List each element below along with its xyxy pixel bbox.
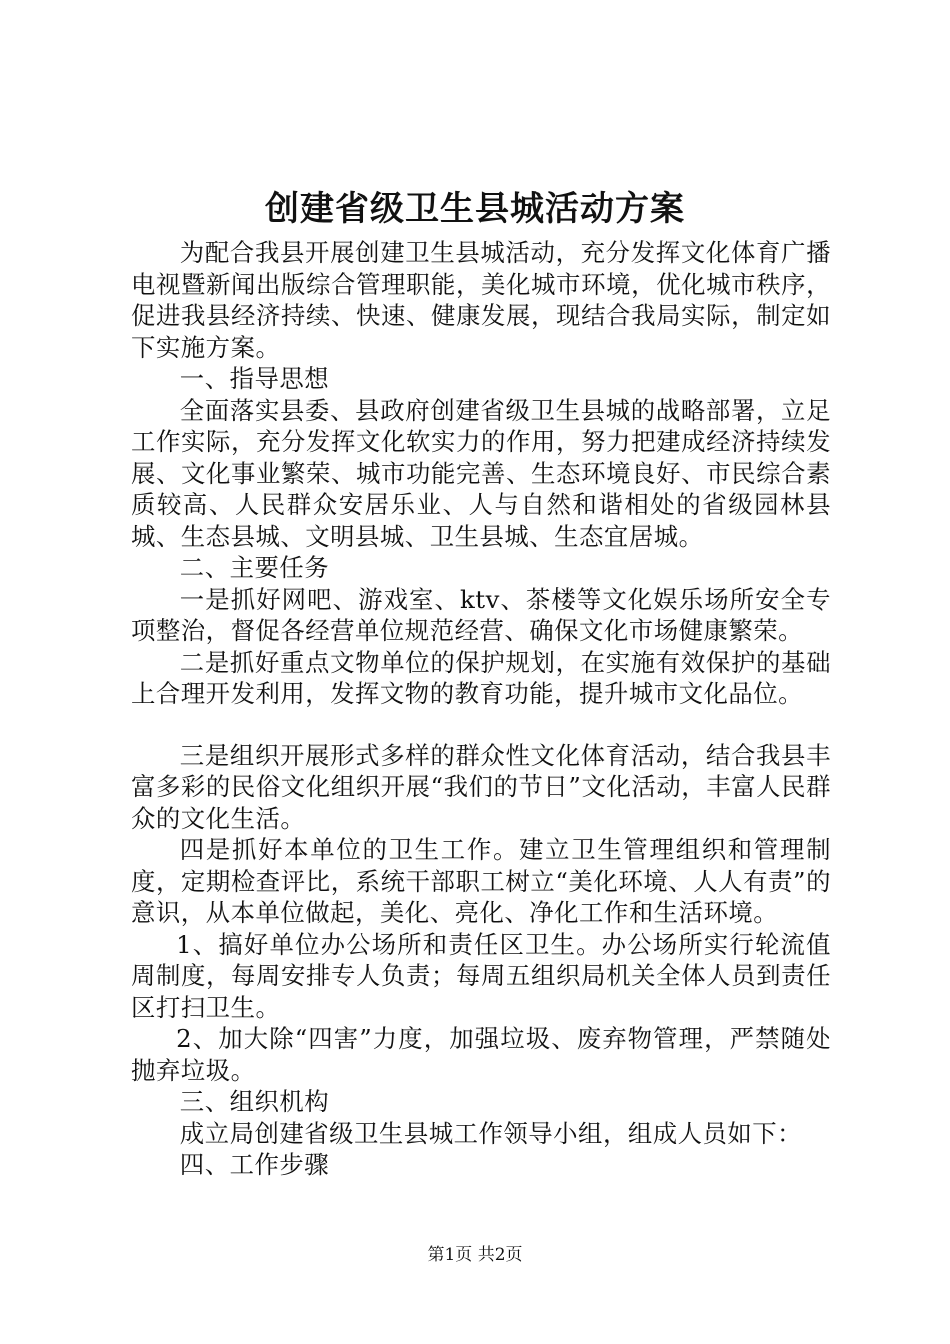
intro-paragraph: 为配合我县开展创建卫生县城活动，充分发挥文化体育广播电视暨新闻出版综合管理职能，美化城市环境，优化城市秩序，促进我县经济持续、快速、健康发展，现结合我局实际，制定如下实施方案。 bbox=[131, 238, 831, 362]
item-two-paragraph: 2、加大除“四害”力度，加强垃圾、废弃物管理，严禁随处抛弃垃圾。 bbox=[131, 1024, 831, 1085]
blank-line bbox=[131, 710, 831, 740]
guiding-ideology-paragraph: 全面落实县委、县政府创建省级卫生县城的战略部署，立足工作实际，充分发挥文化软实力的作用，努力把建成经济持续发展、文化事业繁荣、城市功能完善、生态环境良好、市民综合素质较高、人民群众安居乐业、人与自然和谐相处的省级园林县城、生态县城、文明县城、卫生县城、生态宜居城。 bbox=[131, 395, 831, 551]
document-body bbox=[131, 237, 831, 1181]
section-heading-organization: 三、组织机构 bbox=[179, 1087, 330, 1116]
task-three-paragraph: 三是组织开展形式多样的群众性文化体育活动，结合我县丰富多彩的民俗文化组织开展“我们的节日”文化活动，丰富人民群众的文化生活。 bbox=[131, 740, 831, 833]
organization-paragraph: 成立局创建省级卫生县城工作领导小组，组成人员如下： bbox=[179, 1118, 803, 1148]
document-title: 创建省级卫生县城活动方案 bbox=[265, 189, 685, 229]
task-one-paragraph: 一是抓好网吧、游戏室、ktv、茶楼等文化娱乐场所安全专项整治，督促各经营单位规范经营、确保文化市场健康繁荣。 bbox=[131, 584, 831, 645]
section-heading-main-tasks: 二、主要任务 bbox=[179, 553, 330, 582]
page-number-footer: 第1页 共2页 bbox=[427, 1245, 523, 1265]
section-heading-work-steps: 四、工作步骤 bbox=[179, 1150, 330, 1179]
section-heading-guiding-ideology: 一、指导思想 bbox=[179, 364, 330, 393]
task-four-paragraph: 四是抓好本单位的卫生工作。建立卫生管理组织和管理制度，定期检查评比，系统干部职工树立“美化环境、人人有责”的意识，从本单位做起，美化、亮化、净化工作和生活环境。 bbox=[131, 835, 831, 927]
item-one-paragraph: 1、搞好单位办公场所和责任区卫生。办公场所实行轮流值周制度，每周安排专人负责；每周五组织局机关全体人员到责任区打扫卫生。 bbox=[131, 929, 831, 1022]
task-two-paragraph: 二是抓好重点文物单位的保护规划，在实施有效保护的基础上合理开发利用，发挥文物的教育功能，提升城市文化品位。 bbox=[131, 647, 831, 708]
